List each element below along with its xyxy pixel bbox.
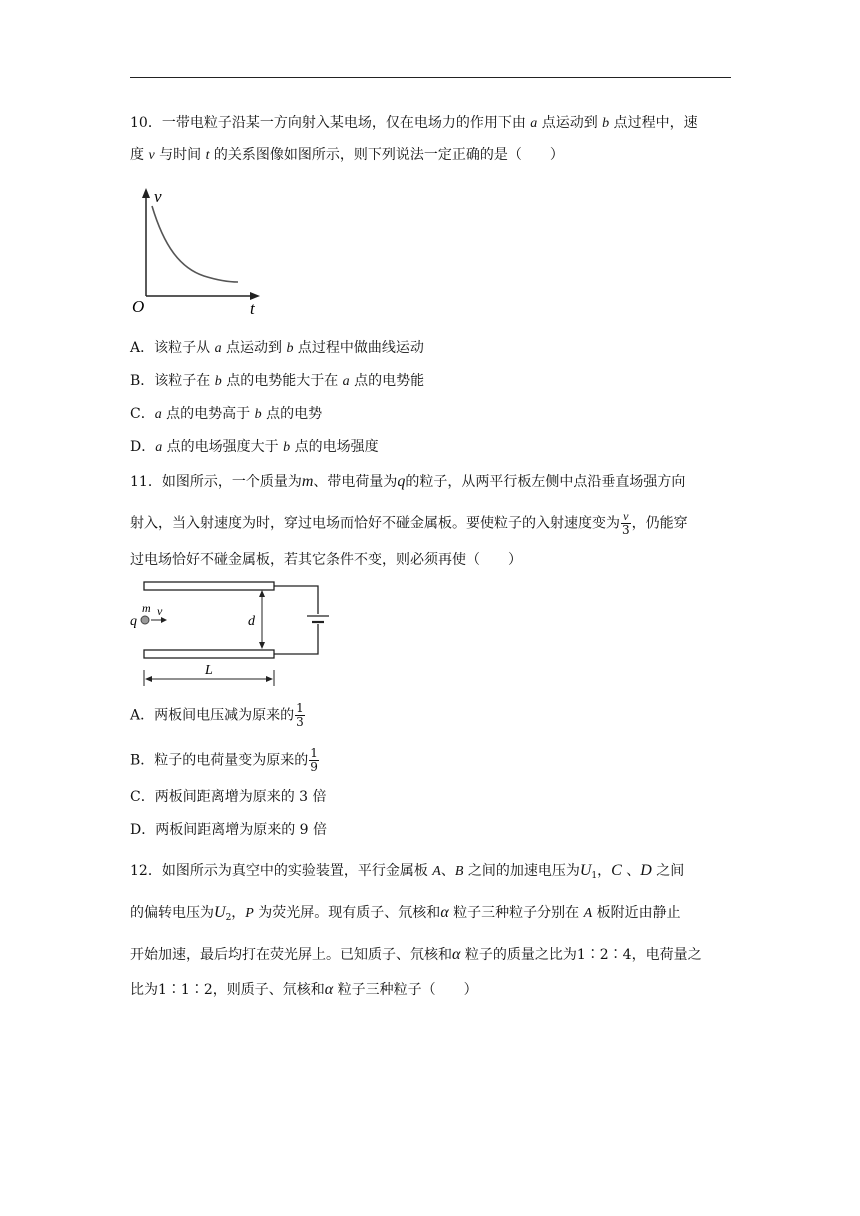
q11-option-a: A．两板间电压减为原来的 $\frac{1}{3}$ (130, 701, 304, 729)
q11-top-wire (274, 586, 318, 614)
q11-stem-line-2: 射入，当入射速度为时，穿过电场而恰好不碰金属板。要使粒子的入射速度变为 $\frac{v}{3}$ ，仍能穿 (130, 509, 688, 537)
q11-option-b: B．粒子的电荷量变为原来的 $\frac{1}{9}$ (130, 746, 318, 774)
q11-L-arrow-right (266, 676, 273, 682)
q11-fraction-v-over-3: $\frac{v}{3}$ (622, 509, 630, 537)
q11-label-d: d (248, 614, 255, 629)
q10-y-arrow (142, 188, 150, 198)
q11-stem-line-1: 11．如图所示，一个质量为m、带电荷量为q的粒子，从两平行板左侧中点沿垂直场强方向 (130, 473, 686, 490)
q10-graph-xlabel: t (250, 299, 255, 318)
q10-option-d: D．a 点的电场强度大于 b 点的电场强度 (130, 439, 379, 455)
q11-d-arrow-bottom (259, 642, 265, 649)
q11-d-arrow-top (259, 590, 265, 597)
q10-graph-origin: O (132, 297, 145, 316)
q11-bottom-plate (144, 650, 274, 658)
q11-bottom-wire (274, 624, 318, 654)
top-rule (130, 77, 731, 78)
q11-option-d: D．两板间距离增为原来的 9 倍 (130, 822, 328, 838)
q11-label-v: v (157, 604, 163, 618)
q11-L-arrow-left (145, 676, 152, 682)
q11-particle (141, 616, 149, 624)
q12-stem-line-3: 开始加速，最后均打在荧光屏上。已知质子、氘核和α 粒子的质量之比为1∶2∶4，电荷量之 (130, 946, 702, 963)
q12-stem-line-2: 的偏转电压为$U_2$，P 为荧光屏。现有质子、氘核和α 粒子三种粒子分别在 A 板附近由静止 (130, 904, 681, 923)
q12-stem-line-4: 比为1∶1∶2，则质子、氘核和α 粒子三种粒子（ ） (130, 981, 478, 998)
q11-option-a-fraction: $\frac{1}{3}$ (296, 701, 304, 729)
q11-option-c: C．两板间距离增为原来的 3 倍 (130, 789, 327, 805)
q10-decay-curve (152, 206, 238, 282)
q10-stem-line-1: 10．一带电粒子沿某一方向射入某电场，仅在电场力的作用下由 a 点运动到 b 点过程中，速 (130, 115, 698, 131)
q10-velocity-time-graph (128, 186, 268, 316)
q11-parallel-plates-figure (128, 578, 328, 688)
q10-option-a: A．该粒子从 a 点运动到 b 点过程中做曲线运动 (130, 340, 424, 356)
q11-option-b-fraction: $\frac{1}{9}$ (310, 746, 318, 774)
q10-option-b: B．该粒子在 b 点的电势能大于在 a 点的电势能 (130, 373, 425, 389)
q11-top-plate (144, 582, 274, 590)
q11-label-L: L (205, 663, 213, 678)
q10-graph-ylabel: v (154, 187, 162, 206)
q10-option-c: C．a 点的电势高于 b 点的电势 (130, 406, 323, 422)
q11-label-m: m (142, 601, 151, 615)
q10-stem-line-2: 度 v 与时间 t 的关系图像如图所示，则下列说法一定正确的是（ ） (130, 147, 564, 163)
q11-label-q: q (130, 614, 137, 629)
q12-stem-line-1: 12．如图所示为真空中的实验装置，平行金属板 A、B 之间的加速电压为$U_1$，C 、D 之间 (130, 862, 685, 881)
q11-stem-line-3: 过电场恰好不碰金属板，若其它条件不变，则必须再使（ ） (130, 552, 522, 568)
